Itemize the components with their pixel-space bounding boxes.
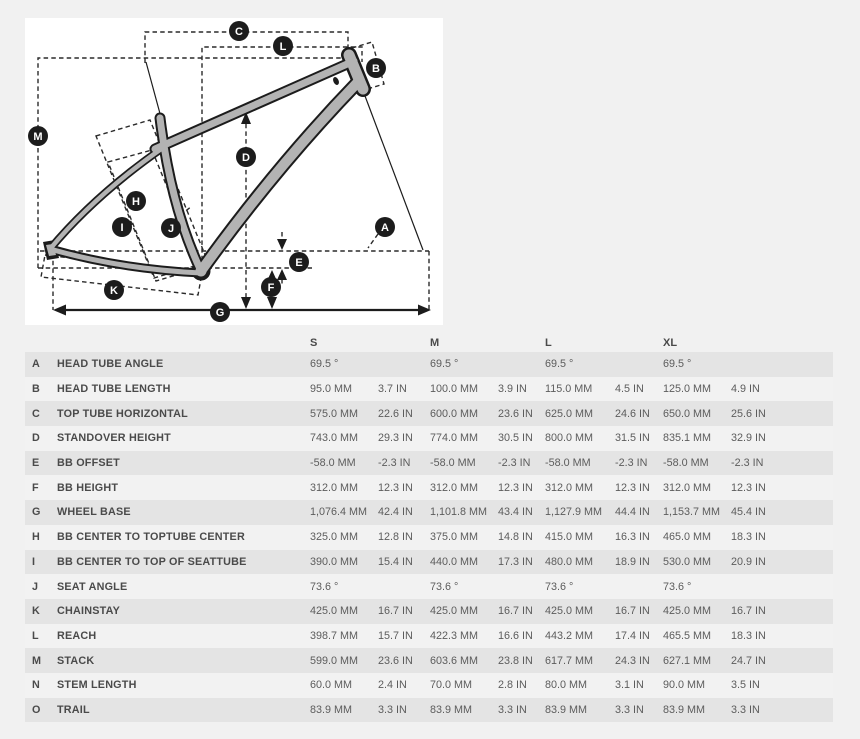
cell-m-in: 12.3 IN xyxy=(498,481,533,494)
row-name: HEAD TUBE ANGLE xyxy=(57,358,164,371)
badge-letter: J xyxy=(167,223,175,236)
cell-l-in: 16.7 IN xyxy=(615,605,650,618)
cell-s-mm: 60.0 MM xyxy=(310,679,353,692)
size-header-m: M xyxy=(430,336,440,349)
cell-s-mm: 743.0 MM xyxy=(310,432,359,445)
cell-l-mm: 443.2 MM xyxy=(545,629,594,642)
cell-l-mm: 73.6 ° xyxy=(545,580,574,593)
size-header-row xyxy=(25,333,833,352)
frame-geometry-diagram xyxy=(25,18,443,325)
cell-l-in: 31.5 IN xyxy=(615,432,650,445)
table-row xyxy=(25,673,833,698)
cell-s-in: 12.8 IN xyxy=(378,531,413,544)
row-name: BB OFFSET xyxy=(57,457,120,470)
diagram-label-a xyxy=(375,217,395,237)
geometry-table xyxy=(25,333,833,722)
row-letter: L xyxy=(32,629,39,642)
cell-s-mm: 83.9 MM xyxy=(310,703,353,716)
row-letter: A xyxy=(32,358,40,371)
cell-l-mm: 80.0 MM xyxy=(545,679,588,692)
cell-s-in: 29.3 IN xyxy=(378,432,413,445)
frame-outline xyxy=(43,55,363,280)
cell-m-in: 30.5 IN xyxy=(498,432,533,445)
cell-xl-mm: -58.0 MM xyxy=(663,457,709,470)
table-row xyxy=(25,401,833,426)
cell-s-mm: 312.0 MM xyxy=(310,481,359,494)
row-name: STACK xyxy=(57,654,95,667)
row-letter: J xyxy=(32,580,39,593)
cell-s-mm: 69.5 ° xyxy=(310,358,339,371)
cell-xl-in: 20.9 IN xyxy=(731,555,766,568)
row-letter: M xyxy=(32,654,41,667)
diagram-label-d xyxy=(236,147,256,167)
cell-m-in: 3.9 IN xyxy=(498,383,527,396)
row-letter: D xyxy=(32,432,40,445)
cell-l-mm: -58.0 MM xyxy=(545,457,591,470)
cell-xl-in: 3.3 IN xyxy=(731,703,760,716)
cell-xl-in: 18.3 IN xyxy=(731,629,766,642)
cell-m-mm: 70.0 MM xyxy=(430,679,473,692)
cell-l-mm: 425.0 MM xyxy=(545,605,594,618)
cell-xl-mm: 627.1 MM xyxy=(663,654,712,667)
dim-a-pointer xyxy=(368,234,378,248)
cell-xl-mm: 465.0 MM xyxy=(663,531,712,544)
row-name: WHEEL BASE xyxy=(57,506,131,519)
table-row xyxy=(25,426,833,451)
row-letter: I xyxy=(32,555,35,568)
table-row xyxy=(25,648,833,673)
cell-s-mm: 325.0 MM xyxy=(310,531,359,544)
cell-s-in: 15.4 IN xyxy=(378,555,413,568)
cell-s-mm: 1,076.4 MM xyxy=(310,506,368,519)
cell-xl-mm: 530.0 MM xyxy=(663,555,712,568)
diagram-label-c xyxy=(229,21,249,41)
cell-xl-mm: 83.9 MM xyxy=(663,703,706,716)
cell-s-in: 42.4 IN xyxy=(378,506,413,519)
row-name: CHAINSTAY xyxy=(57,605,120,618)
row-letter: F xyxy=(32,481,39,494)
row-name: BB CENTER TO TOP OF SEATTUBE xyxy=(57,555,247,568)
cell-m-mm: 375.0 MM xyxy=(430,531,479,544)
cell-s-mm: 575.0 MM xyxy=(310,407,359,420)
row-name: REACH xyxy=(57,629,97,642)
table-row xyxy=(25,550,833,575)
cell-m-in: 23.6 IN xyxy=(498,407,533,420)
cell-xl-in: 45.4 IN xyxy=(731,506,766,519)
row-name: STEM LENGTH xyxy=(57,679,137,692)
cell-m-in: -2.3 IN xyxy=(498,457,531,470)
badge-letter: D xyxy=(242,152,250,165)
diagram-label-h xyxy=(126,191,146,211)
cell-m-in: 23.8 IN xyxy=(498,654,533,667)
row-name: TRAIL xyxy=(57,703,90,716)
row-name: BB CENTER TO TOPTUBE CENTER xyxy=(57,531,245,544)
table-rows xyxy=(25,352,833,722)
cell-m-mm: 603.6 MM xyxy=(430,654,479,667)
table-row xyxy=(25,500,833,525)
diagram-label-k xyxy=(104,280,124,300)
badge-letter: B xyxy=(372,63,380,76)
cell-xl-mm: 90.0 MM xyxy=(663,679,706,692)
cell-s-in: 2.4 IN xyxy=(378,679,407,692)
cell-m-mm: 425.0 MM xyxy=(430,605,479,618)
row-name: SEAT ANGLE xyxy=(57,580,128,593)
row-letter: G xyxy=(32,506,41,519)
table-row xyxy=(25,574,833,599)
cell-l-in: 17.4 IN xyxy=(615,629,650,642)
badge-letter: L xyxy=(279,41,287,54)
row-letter: H xyxy=(32,531,40,544)
cell-l-in: 12.3 IN xyxy=(615,481,650,494)
geometry-svg xyxy=(25,18,443,325)
cell-s-mm: 425.0 MM xyxy=(310,605,359,618)
table-row xyxy=(25,475,833,500)
badge-letter: G xyxy=(215,307,225,320)
cell-l-in: 44.4 IN xyxy=(615,506,650,519)
table-row xyxy=(25,599,833,624)
cell-s-mm: 390.0 MM xyxy=(310,555,359,568)
dim-ground-arrow xyxy=(53,305,431,316)
row-letter: O xyxy=(32,703,41,716)
cell-xl-in: 18.3 IN xyxy=(731,531,766,544)
cell-l-mm: 617.7 MM xyxy=(545,654,594,667)
cell-xl-mm: 69.5 ° xyxy=(663,358,692,371)
cell-s-mm: 599.0 MM xyxy=(310,654,359,667)
cell-m-mm: 312.0 MM xyxy=(430,481,479,494)
cell-m-mm: 422.3 MM xyxy=(430,629,479,642)
cell-m-mm: 440.0 MM xyxy=(430,555,479,568)
cell-m-in: 14.8 IN xyxy=(498,531,533,544)
badge-letter: M xyxy=(33,131,43,144)
cell-l-mm: 1,127.9 MM xyxy=(545,506,603,519)
cell-l-mm: 83.9 MM xyxy=(545,703,588,716)
row-name: HEAD TUBE LENGTH xyxy=(57,383,171,396)
badge-letter: F xyxy=(267,282,275,295)
badge-letter: K xyxy=(110,285,118,298)
cell-xl-mm: 312.0 MM xyxy=(663,481,712,494)
cell-xl-in: 32.9 IN xyxy=(731,432,766,445)
dim-e-arrows xyxy=(277,232,287,286)
cell-l-in: 16.3 IN xyxy=(615,531,650,544)
diagram-label-b xyxy=(366,58,386,78)
diagram-label-l xyxy=(273,36,293,56)
cell-m-mm: 73.6 ° xyxy=(430,580,459,593)
cell-m-mm: 83.9 MM xyxy=(430,703,473,716)
cell-s-mm: 398.7 MM xyxy=(310,629,359,642)
cell-m-in: 16.7 IN xyxy=(498,605,533,618)
diagram-label-e xyxy=(289,252,309,272)
diagram-label-j xyxy=(161,218,181,238)
table-row xyxy=(25,624,833,649)
cell-l-in: 3.3 IN xyxy=(615,703,644,716)
size-header-l: L xyxy=(545,336,552,349)
cell-s-mm: 73.6 ° xyxy=(310,580,339,593)
cell-xl-in: 4.9 IN xyxy=(731,383,760,396)
cell-m-in: 16.6 IN xyxy=(498,629,533,642)
cell-m-in: 2.8 IN xyxy=(498,679,527,692)
badge-letter: I xyxy=(120,222,124,235)
cell-s-in: 3.3 IN xyxy=(378,703,407,716)
cell-m-mm: -58.0 MM xyxy=(430,457,476,470)
cell-s-in: 22.6 IN xyxy=(378,407,413,420)
cell-xl-mm: 125.0 MM xyxy=(663,383,712,396)
cell-l-in: 18.9 IN xyxy=(615,555,650,568)
cell-l-mm: 480.0 MM xyxy=(545,555,594,568)
cell-l-in: 4.5 IN xyxy=(615,383,644,396)
cell-l-in: 3.1 IN xyxy=(615,679,644,692)
cell-xl-mm: 650.0 MM xyxy=(663,407,712,420)
cell-s-in: 15.7 IN xyxy=(378,629,413,642)
cable-port-dot xyxy=(332,76,340,86)
cell-m-mm: 69.5 ° xyxy=(430,358,459,371)
row-letter: E xyxy=(32,457,40,470)
badge-letter: E xyxy=(295,257,303,270)
size-header-s: S xyxy=(310,336,318,349)
cell-l-in: 24.6 IN xyxy=(615,407,650,420)
table-row xyxy=(25,377,833,402)
cell-m-in: 43.4 IN xyxy=(498,506,533,519)
badge-letter: H xyxy=(132,196,140,209)
diagram-label-f xyxy=(261,277,281,297)
cell-m-in: 3.3 IN xyxy=(498,703,527,716)
table-row xyxy=(25,525,833,550)
cell-l-in: 24.3 IN xyxy=(615,654,650,667)
cell-s-in: 23.6 IN xyxy=(378,654,413,667)
badge-letter: C xyxy=(235,26,243,39)
cell-l-mm: 625.0 MM xyxy=(545,407,594,420)
cell-xl-in: 16.7 IN xyxy=(731,605,766,618)
cell-m-mm: 1,101.8 MM xyxy=(430,506,488,519)
row-name: STANDOVER HEIGHT xyxy=(57,432,171,445)
diagram-label-g xyxy=(210,302,230,322)
cell-m-in: 17.3 IN xyxy=(498,555,533,568)
row-letter: C xyxy=(32,407,40,420)
dim-m-line xyxy=(38,58,350,268)
cell-xl-in: 25.6 IN xyxy=(731,407,766,420)
row-letter: N xyxy=(32,679,40,692)
cell-s-in: -2.3 IN xyxy=(378,457,411,470)
row-name: TOP TUBE HORIZONTAL xyxy=(57,407,188,420)
table-row xyxy=(25,698,833,723)
cell-s-mm: 95.0 MM xyxy=(310,383,353,396)
row-name: BB HEIGHT xyxy=(57,481,119,494)
frame-tubes xyxy=(46,55,363,277)
row-letter: K xyxy=(32,605,40,618)
row-letter: B xyxy=(32,383,40,396)
cell-xl-in: 12.3 IN xyxy=(731,481,766,494)
cell-l-in: -2.3 IN xyxy=(615,457,648,470)
cell-l-mm: 69.5 ° xyxy=(545,358,574,371)
cell-s-in: 3.7 IN xyxy=(378,383,407,396)
cell-xl-in: 3.5 IN xyxy=(731,679,760,692)
table-row xyxy=(25,352,833,377)
cell-m-mm: 100.0 MM xyxy=(430,383,479,396)
cell-xl-mm: 73.6 ° xyxy=(663,580,692,593)
cell-xl-mm: 1,153.7 MM xyxy=(663,506,721,519)
cell-l-mm: 115.0 MM xyxy=(545,383,593,396)
diagram-label-m xyxy=(28,126,48,146)
diagram-label-i xyxy=(112,217,132,237)
cell-s-in: 16.7 IN xyxy=(378,605,413,618)
cell-l-mm: 800.0 MM xyxy=(545,432,594,445)
cell-xl-in: 24.7 IN xyxy=(731,654,766,667)
cell-xl-in: -2.3 IN xyxy=(731,457,764,470)
size-header-xl: XL xyxy=(663,336,678,349)
cell-l-mm: 312.0 MM xyxy=(545,481,594,494)
cell-xl-mm: 465.5 MM xyxy=(663,629,712,642)
seat-axis-line xyxy=(146,62,162,121)
badge-letter: A xyxy=(381,222,389,235)
cell-xl-mm: 425.0 MM xyxy=(663,605,712,618)
cell-s-mm: -58.0 MM xyxy=(310,457,356,470)
cell-s-in: 12.3 IN xyxy=(378,481,413,494)
cell-xl-mm: 835.1 MM xyxy=(663,432,712,445)
cell-m-mm: 774.0 MM xyxy=(430,432,479,445)
cell-m-mm: 600.0 MM xyxy=(430,407,479,420)
cell-l-mm: 415.0 MM xyxy=(545,531,594,544)
table-row xyxy=(25,451,833,476)
